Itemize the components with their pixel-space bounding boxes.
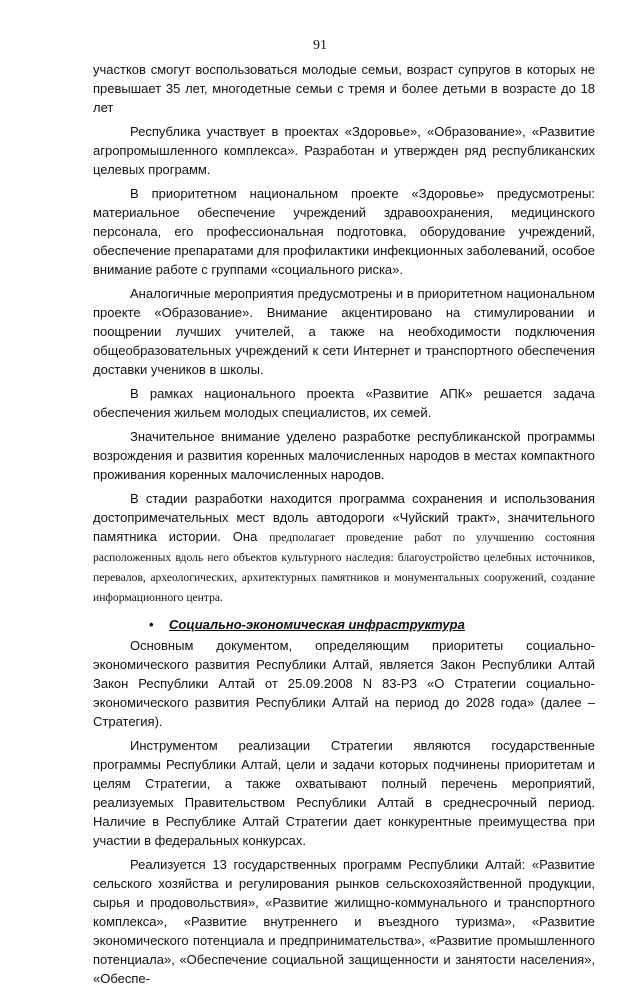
paragraph: Значительное внимание уделено разработке республиканской программы возрождения и развития коренных малочисленных народов в местах компактного проживания коренных малочисленных народов. (93, 429, 595, 482)
section-heading (93, 615, 595, 634)
page-number: 91 (313, 38, 327, 53)
section-heading-text: Социально-экономическая инфраструктура (169, 617, 465, 632)
paragraph-mixed-font (93, 489, 595, 607)
document-body (93, 60, 595, 993)
paragraph-sans-part: В стадии разработки находится программа сохранения и использования достопримечательных мест вдоль автодороги «Чуйский тракт», значительного памятника истории. Она (93, 491, 595, 544)
paragraph: Республика участвует в проектах «Здоровье», «Образование», «Развитие агропромышленного комплекса». Разработан и утвержден ряд республиканских целевых программ. (93, 124, 595, 177)
bullet-icon: • (149, 617, 154, 632)
paragraph-serif-part: предполагает проведение работ по улучшению состояния расположенных вдоль него объектов культурного наследия: благоустройство целебных источников, перевалов, археологических, архитектурных памятников и монументальных сооружений, создание информационного центра. (93, 531, 595, 604)
paragraph: Инструментом реализации Стратегии являются государственные программы Республики Алтай, цели и задачи которых подчинены приоритетам и целям Стратегии, а также охватывают полный перечень мероприятий, реализуемых Правительством Республики Алтай в среднесрочный период. Наличие в Республике Алтай Стратегии дает конкурентные преимущества при участии в федеральных конкурсах. (93, 738, 595, 848)
paragraph: участков смогут воспользоваться молодые семьи, возраст супругов в которых не превышает 35 лет, многодетные семьи с тремя и более детьми в возрасте до 18 лет (93, 62, 595, 115)
paragraph: В приоритетном национальном проекте «Здоровье» предусмотрены: материальное обеспечение учреждений здравоохранения, медицинского персонала, его профессиональная подготовка, оборудование учреждений, обеспечение препаратами для профилактики инфекционных заболеваний, особое внимание работе с группами «социального риска». (93, 186, 596, 277)
paragraph: Реализуется 13 государственных программ Республики Алтай: «Развитие сельского хозяйства и регулирования рынков сельскохозяйственной продукции, сырья и продовольствия», «Развитие жилищно-коммунального и транспортного комплекса», «Развитие внутреннего и въездного туризма», «Развитие экономического потенциала и предпринимательства», «Развитие промышленного потенциала», «Обеспечение социальной защищенности и занятости населения», «Обеспе- (93, 857, 595, 986)
paragraph: В рамках национального проекта «Развитие АПК» решается задача обеспечения жильем молодых специалистов, их семей. (93, 386, 595, 420)
paragraph: Основным документом, определяющим приоритеты социально-экономического развития Республики Алтай, является Закон Республики Алтай Закон Республики Алтай от 25.09.2008 N 83-РЗ «О Стратегии социально-экономического развития Республики Алтай на период до 2028 года» (далее – Стратегия). (93, 638, 595, 729)
paragraph: Аналогичные мероприятия предусмотрены и в приоритетном национальном проекте «Образование». Внимание акцентировано на стимулировании и поощрении лучших учителей, а также на необходимости подключения общеобразовательных учреждений к сети Интернет и транспортного обеспечения доставки учеников в школы. (93, 286, 595, 377)
